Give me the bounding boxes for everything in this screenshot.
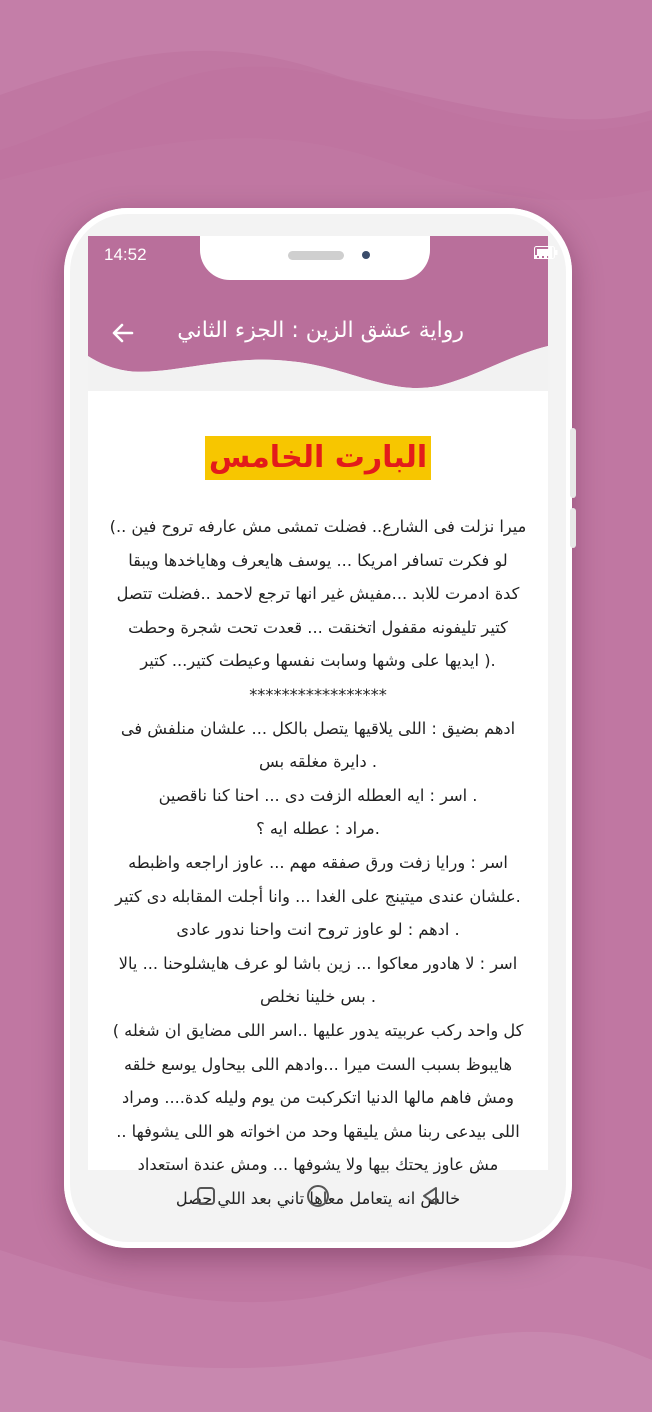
story-line: . بس خلينا نخلص	[260, 987, 376, 1007]
speaker-grille	[288, 251, 344, 260]
story-line: . ادهم : لو عاوز تروح انت واحنا ندور عادى	[176, 920, 460, 940]
story-line: ومش فاهم مالها الدنيا اتكركبت من يوم وليله كدة.... ومراد	[122, 1088, 514, 1108]
screen	[88, 236, 548, 1208]
story-line: اللى بيدعى ربنا مش يليقها وحد من اخواته هو اللى يشوفها ..	[116, 1121, 520, 1141]
phone-frame	[64, 208, 572, 1248]
volume-button	[570, 428, 576, 498]
story-line: ادهم بضيق : اللى يلاقيها يتصل بالكل ... علشان منلفش فى	[120, 718, 516, 738]
story-line: هايبوظ بسبب الست ميرا ...وادهم اللى بيحاول يوسع خلقه	[123, 1054, 512, 1074]
story-line: اسر : ورايا زفت ورق صفقه مهم ... عاوز اراجعه واظبطه	[128, 852, 508, 872]
power-button	[570, 508, 576, 548]
story-line: لو فكرت تسافر امريكا ... يوسف هايعرف وهاياخدها ويبقا	[128, 550, 508, 570]
story-line: كدة ادمرت للابد ...مفيش غير انها ترجع لاحمد ..فضلت تتصل	[116, 584, 520, 604]
story-line: ميرا نزلت فى الشارع.. فضلت تمشى مش عارفه تروح فين ..)	[109, 517, 527, 536]
story-text	[98, 510, 538, 1215]
arrow-back-icon	[110, 320, 136, 346]
story-line: .علشان عندى ميتينج على الغدا ... وانا أجلت المقابله دى كتير	[115, 886, 521, 906]
status-time: 14:52	[104, 245, 147, 264]
app-bar	[88, 236, 548, 391]
back-button[interactable]	[110, 320, 140, 350]
recents-button[interactable]	[193, 1183, 219, 1209]
story-line: كل واحد ركب عربيته يدور عليها ..اسر اللى مضايق ان شغله )	[112, 1020, 524, 1040]
story-line: *****************	[249, 684, 387, 704]
front-camera	[362, 251, 370, 259]
system-nav-bar	[88, 1170, 548, 1222]
story-line: اسر : لا هادور معاكوا ... زين باشا لو عرف هايشلوحنا ... يالا	[118, 953, 518, 973]
battery-icon	[534, 246, 558, 259]
story-line: . اسر : ايه العطله الزفت دى ... احنا كنا ناقصين	[158, 785, 478, 805]
chapter-title: البارت الخامس	[205, 436, 431, 480]
home-button[interactable]	[305, 1183, 331, 1209]
story-line: خالص انه يتعامل معاها تاني بعد اللي حصل	[175, 1188, 461, 1208]
story-content[interactable]	[88, 391, 548, 1208]
nav-back-button[interactable]	[417, 1183, 443, 1209]
story-line: مش عاوز يحتك بيها ولا يشوفها ... ومش عندة استعداد	[137, 1155, 499, 1175]
circle-home-icon	[305, 1183, 331, 1209]
square-recents-icon	[195, 1185, 217, 1207]
story-line: .مراد : عطله ايه ؟	[256, 819, 380, 839]
page-title: رواية عشق الزين : الجزء الثاني	[177, 318, 464, 343]
story-line: .( ايديها على وشها وسابت نفسها وعيطت كتير... كتير	[140, 651, 496, 671]
story-line: . دايرة مغلقه بس	[258, 752, 378, 772]
story-line: كتير تليفونه مقفول اتخنقت ... قعدت تحت شجرة وحطت	[128, 617, 508, 637]
triangle-back-icon	[418, 1184, 442, 1208]
